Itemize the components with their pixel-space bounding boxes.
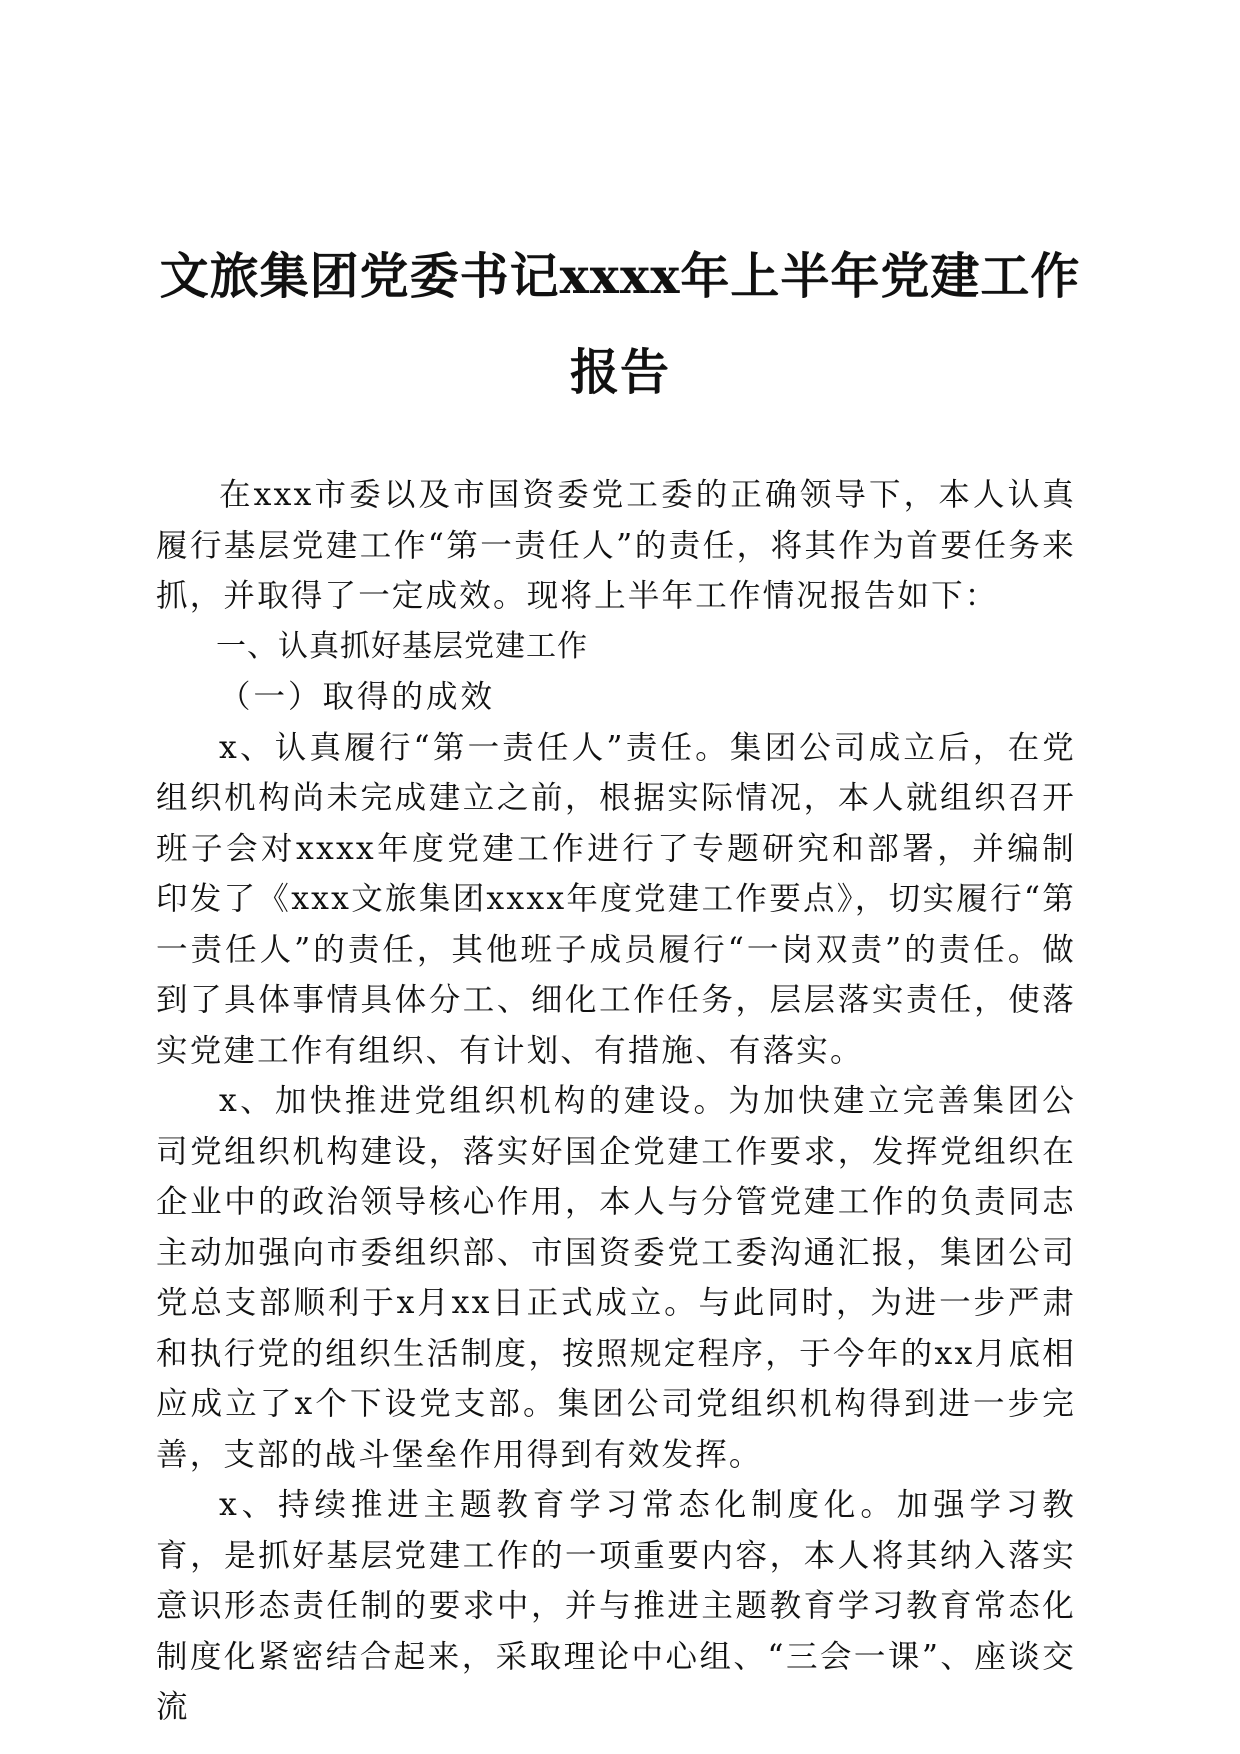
body-paragraph: x、持续推进主题教育学习常态化制度化。加强学习教育，是抓好基层党建工作的一项重要内容，本人将其纳入落实意识形态责任制的要求中，并与推进主题教育学习教育常态化制度化紧密结合起来，采取理论中心组、“三会一课”、座谈交流 <box>156 1487 1076 1725</box>
section-heading: 一、认真抓好基层党建工作 <box>216 628 588 664</box>
document-body <box>156 470 1076 1733</box>
body-paragraph: x、认真履行“第一责任人”责任。集团公司成立后，在党组织机构尚未完成建立之前，根据实际情况，本人就组织召开班子会对xxxx年度党建工作进行了专题研究和部署，并编制印发了《xxx文旅集团xxxx年度党建工作要点》，切实履行“第一责任人”的责任，其他班子成员履行“一岗双责”的责任。做到了具体事情具体分工、细化工作任务，层层落实责任，使落实党建工作有组织、有计划、有措施、有落实。 <box>156 729 1076 1069</box>
body-paragraph: x、加快推进党组织机构的建设。为加快建立完善集团公司党组织机构建设，落实好国企党建工作要求，发挥党组织在企业中的政治领导核心作用，本人与分管党建工作的负责同志主动加强向市委组织部、市国资委党工委沟通汇报，集团公司党总支部顺利于x月xx日正式成立。与此同时，为进一步严肃和执行党的组织生活制度，按照规定程序，于今年的xx月底相应成立了x个下设党支部。集团公司党组织机构得到进一步完善，支部的战斗堡垒作用得到有效发挥。 <box>156 1083 1076 1473</box>
intro-paragraph: 在xxx市委以及市国资委党工委的正确领导下，本人认真履行基层党建工作“第一责任人”的责任，将其作为首要任务来抓，并取得了一定成效。现将上半年工作情况报告如下： <box>156 477 1076 614</box>
document-title: 文旅集团党委书记xxxx年上半年党建工作报告 <box>159 247 1081 401</box>
subsection-heading: （一）取得的成效 <box>219 679 496 715</box>
